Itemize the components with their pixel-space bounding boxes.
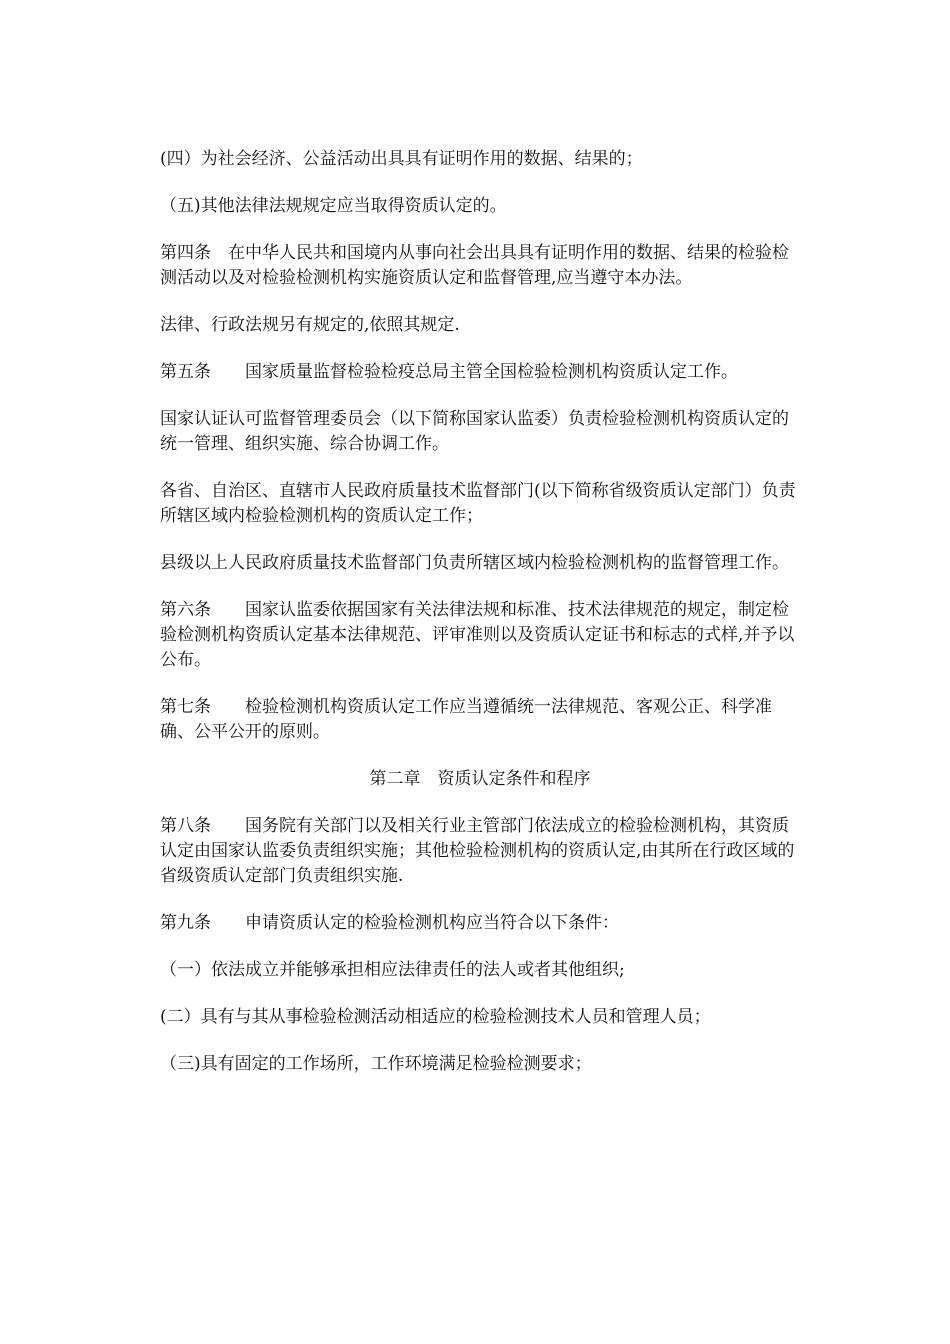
article-7: 第七条 检验检测机构资质认定工作应当遵循统一法律规范、客观公正、科学准确、公平公开的原则。 [160, 697, 772, 742]
article-4: 第四条 在中华人民共和国境内从事向社会出具具有证明作用的数据、结果的检验检测活动以及对检验检测机构实施资质认定和监督管理,应当遵守本办法。 [160, 243, 789, 288]
chapter-title: 第二章 资质认定条件和程序 [369, 769, 591, 789]
article-5-county: 县级以上人民政府质量技术监督部门负责所辖区域内检验检测机构的监督管理工作。 [160, 553, 789, 573]
article-5-cnca: 国家认证认可监督管理委员会（以下简称国家认监委）负责检验检测机构资质认定的统一管理、组织实施、综合协调工作。 [160, 409, 789, 454]
article-9-item-1: （一）依法成立并能够承担相应法律责任的法人或者其他组织; [160, 960, 625, 980]
article-5-provincial: 各省、自治区、直辖市人民政府质量技术监督部门(以下简称省级资质认定部门）负责所辖区域内检验检测机构的资质认定工作； [160, 481, 796, 526]
clause-4-item-4: (四）为社会经济、公益活动出具具有证明作用的数据、结果的； [160, 149, 643, 169]
article-4-note: 法律、行政法规另有规定的,依照其规定. [160, 315, 460, 335]
article-9-item-2: (二）具有与其从事检验检测活动相适应的检验检测技术人员和管理人员； [160, 1007, 711, 1027]
clause-4-item-5: （五)其他法律法规规定应当取得资质认定的。 [160, 196, 507, 216]
document-page [160, 147, 800, 1099]
article-9-item-3: （三)具有固定的工作场所，工作环境满足检验检测要求； [160, 1054, 592, 1074]
article-8: 第八条 国务院有关部门以及相关行业主管部门依法成立的检验检测机构，其资质认定由国家认监委负责组织实施；其他检验检测机构的资质认定,由其所在行政区域的省级资质认定部门负责组织实施. [160, 816, 795, 886]
article-6: 第六条 国家认监委依据国家有关法律法规和标准、技术法律规范的规定，制定检验检测机构资质认定基本法律规范、评审准则以及资质认定证书和标志的式样,并予以公布。 [160, 600, 795, 670]
article-5: 第五条 国家质量监督检验检疫总局主管全国检验检测机构资质认定工作。 [160, 362, 738, 382]
article-9: 第九条 申请资质认定的检验检测机构应当符合以下条件： [160, 913, 619, 933]
